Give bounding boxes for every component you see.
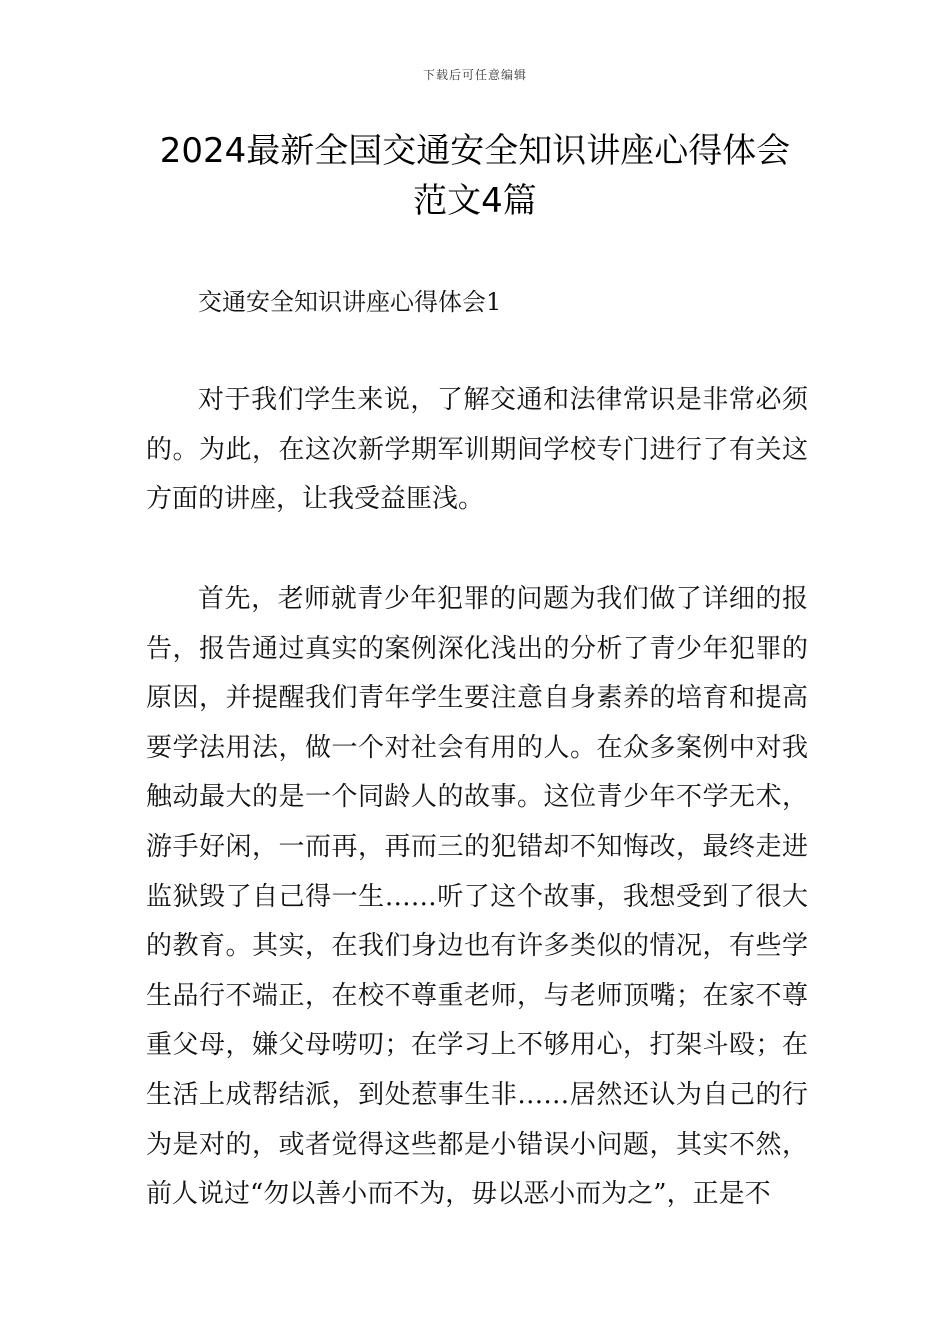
section-title: 交通安全知识讲座心得体会1	[198, 288, 502, 316]
document-title-line-1: 2024最新全国交通安全知识讲座心得体会	[159, 131, 791, 171]
document-title	[100, 126, 850, 226]
header-note: 下载后可任意编辑	[422, 68, 527, 82]
paragraph-1: 对于我们学生来说，了解交通和法律常识是非常必须的。为此，在这次新学期军训期间学校专门进行了有关这方面的讲座，让我受益匪浅。	[146, 385, 808, 515]
paragraph-2: 首先，老师就青少年犯罪的问题为我们做了详细的报告，报告通过真实的案例深化浅出的分析了青少年犯罪的原因，并提醒我们青年学生要注意自身素养的培育和提高要学法用法，做一个对社会有用的人。在众多案例中对我触动最大的是一个同龄人的故事。这位青少年不学无术，游手好闲，一而再，再而三的犯错却不知悔改，最终走进监狱毁了自己得一生……听了这个故事，我想受到了很大的教育。其实，在我们身边也有许多类似的情况，有些学生品行不端正，在校不尊重老师，与老师顶嘴；在家不尊重父母，嫌父母唠叨；在学习上不够用心，打架斗殴；在生活上成帮结派，到处惹事生非……居然还认为自己的行为是对的，或者觉得这些都是小错误小问题，其实不然，前人说过“勿以善小而不为，毋以恶小而为之”，正是不	[146, 584, 808, 1210]
document-title-line-2: 范文4篇	[413, 181, 537, 221]
